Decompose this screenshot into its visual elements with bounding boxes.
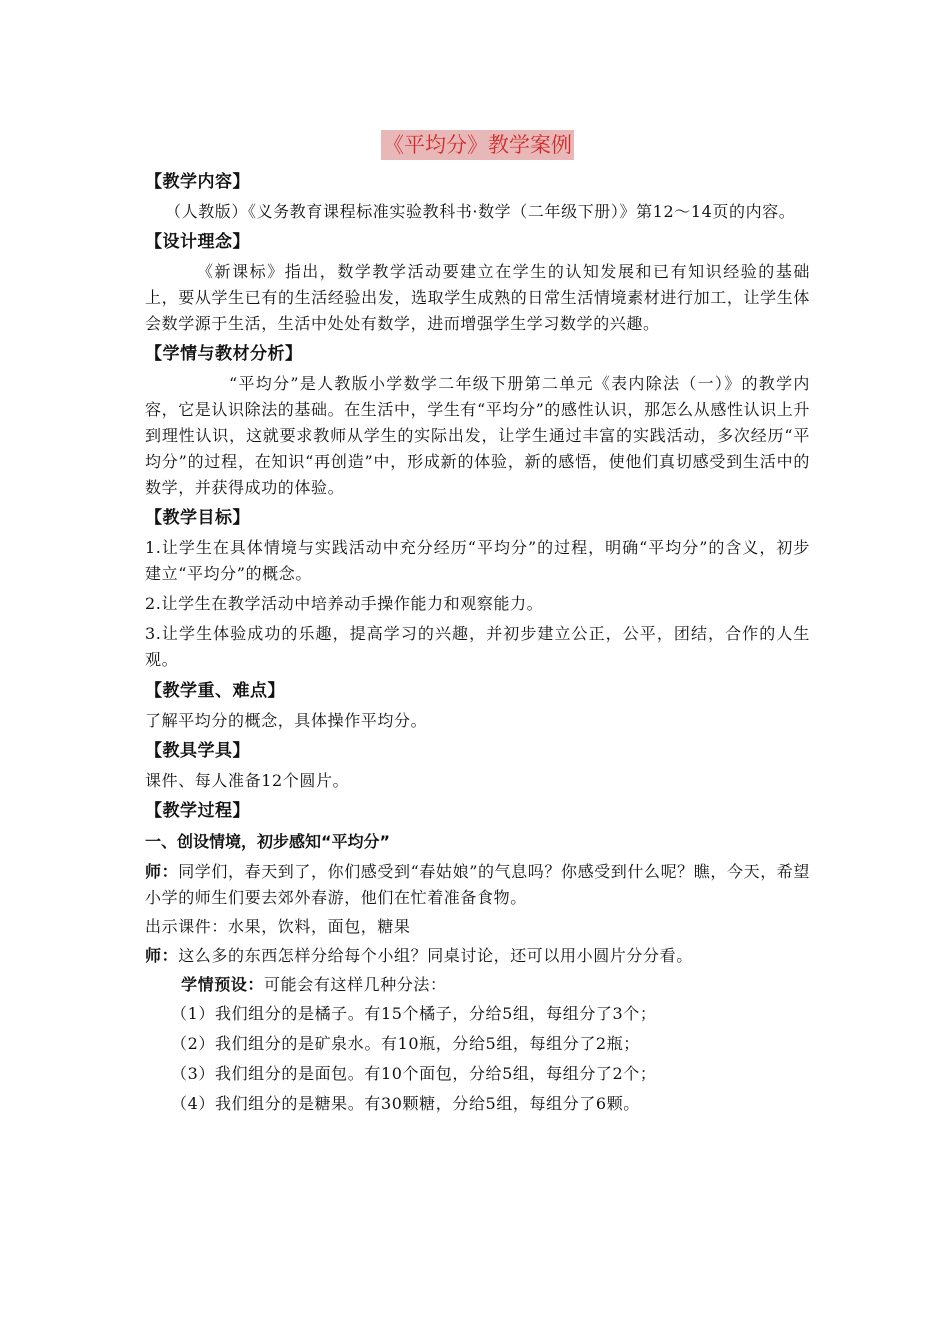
concept-text: 《新课标》指出，数学教学活动要建立在学生的认知发展和已有知识经验的基础上，要从学生已有的生活经验出发，选取学生成熟的日常生活情境素材进行加工，让学生体会数学源于生活，生活中处处有数学，进而增强学生学习数学的兴趣。 — [145, 262, 810, 333]
section-heading-concept: 【设计理念】 — [145, 232, 250, 252]
content-text: （人教版）《义务教育课程标准实验教科书·数学（二年级下册）》第12～14页的内容。 — [165, 202, 796, 221]
preset-line — [145, 972, 810, 998]
document-page — [145, 130, 810, 1121]
key-points-text: 了解平均分的概念，具体操作平均分。 — [145, 711, 428, 730]
teacher-line-1 — [145, 859, 810, 911]
teacher-line-2 — [145, 943, 810, 969]
section-heading-content: 【教学内容】 — [145, 172, 250, 192]
title-wrap — [145, 130, 810, 160]
courseware-line: 出示课件：水果，饮料，面包，糖果 — [145, 917, 411, 936]
teacher-text: 同学们，春天到了，你们感受到“春姑娘”的气息吗？你感受到什么呢？瞧，今天，希望小学的师生们要去郊外春游，他们在忙着准备食物。 — [145, 862, 810, 907]
document-title: 《平均分》教学案例 — [381, 130, 574, 160]
teacher-text: 这么多的东西怎样分给每个小组？同桌讨论，还可以用小圆片分分看。 — [178, 946, 693, 965]
process-step-1-title: 一、创设情境，初步感知“平均分” — [145, 832, 391, 851]
case-item-1: （1）我们组分的是橘子。有15个橘子，分给5组，每组分了3个； — [171, 1004, 657, 1023]
section-heading-process: 【教学过程】 — [145, 801, 250, 821]
section-heading-goals: 【教学目标】 — [145, 508, 250, 528]
teacher-label: 师： — [145, 946, 179, 965]
case-item-4: （4）我们组分的是糖果。有30颗糖，分给5组，每组分了6颗。 — [171, 1094, 640, 1113]
case-item-2: （2）我们组分的是矿泉水。有10瓶，分给5组，每组分了2瓶； — [171, 1034, 640, 1053]
goal-item-1: 1.让学生在具体情境与实践活动中充分经历“平均分”的过程，明确“平均分”的含义，初步建立“平均分”的概念。 — [145, 538, 810, 583]
section-heading-materials: 【教具学具】 — [145, 741, 250, 761]
goal-item-3: 3.让学生体验成功的乐趣，提高学习的兴趣，并初步建立公正，公平，团结，合作的人生观。 — [145, 624, 810, 669]
materials-text: 课件、每人准备12个圆片。 — [145, 771, 350, 790]
goal-item-2: 2.让学生在教学活动中培养动手操作能力和观察能力。 — [145, 594, 544, 613]
analysis-text: “平均分”是人教版小学数学二年级下册第二单元《表内除法（一）》的教学内容，它是认识除法的基础。在生活中，学生有“平均分”的感性认识，那怎么从感性认识上升到理性认识，这就要求教师从学生的实际出发，让学生通过丰富的实践活动，多次经历“平均分”的过程，在知识“再创造”中，形成新的体验，新的感悟，使他们真切感受到生活中的数学，并获得成功的体验。 — [145, 374, 810, 497]
preset-text: 可能会有这样几种分法： — [264, 975, 447, 994]
case-item-3: （3）我们组分的是面包。有10个面包，分给5组，每组分了2个； — [171, 1064, 657, 1083]
preset-label: 学情预设： — [181, 975, 265, 994]
section-heading-analysis: 【学情与教材分析】 — [145, 344, 303, 364]
section-heading-key-points: 【教学重、难点】 — [145, 681, 285, 701]
teacher-label: 师： — [145, 862, 179, 881]
